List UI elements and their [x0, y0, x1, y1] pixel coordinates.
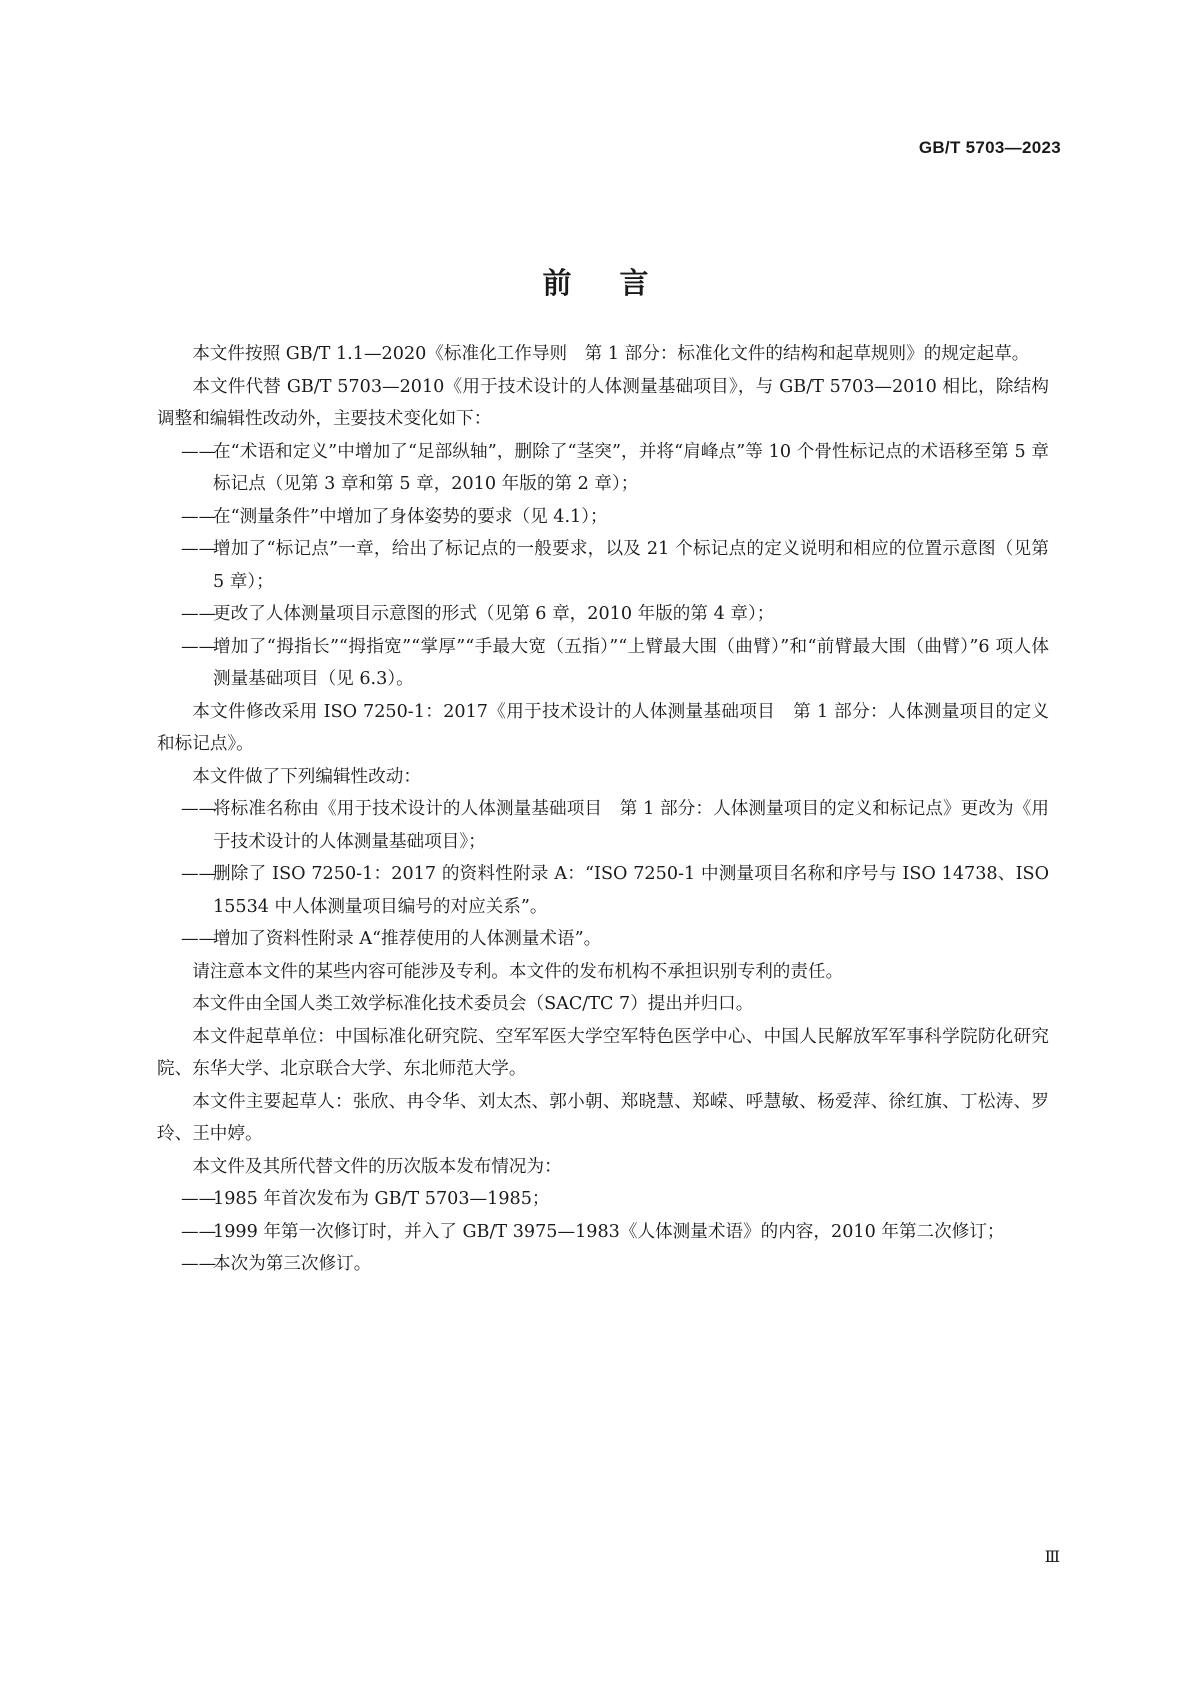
dash-marker: ——: [181, 1189, 217, 1209]
list-item-text: 本次为第三次修订。: [213, 1254, 372, 1274]
list-item-text: 更改了人体测量项目示意图的形式（见第 6 章，2010 年版的第 4 章）；: [213, 604, 775, 624]
dash-marker: ——: [181, 1254, 217, 1274]
list-item: [157, 1248, 1049, 1281]
dash-marker: ——: [181, 1221, 217, 1242]
dash-marker: ——: [181, 864, 217, 884]
list-item: [157, 501, 1049, 534]
list-item: [157, 631, 1049, 696]
list-item-text: 增加了“标记点”一章，给出了标记点的一般要求，以及 21 个标记点的定义说明和相应的位置示意图（见第 5 章）；: [213, 539, 1049, 592]
paragraph: 请注意本文件的某些内容可能涉及专利。本文件的发布机构不承担识别专利的责任。: [192, 961, 844, 982]
paragraph: 本文件做了下列编辑性改动：: [192, 766, 421, 787]
list-item-text: 删除了 ISO 7250-1：2017 的资料性附录 A：“ISO 7250-1 中测量项目名称和序号与 ISO 14738、ISO 15534 中人体测量项目编号的对应关系”。: [213, 864, 1049, 917]
dash-marker: ——: [181, 604, 217, 624]
paragraph: 本文件代替 GB/T 5703—2010《用于技术设计的人体测量基础项目》，与 GB/T 5703—2010 相比，除结构调整和编辑性改动外，主要技术变化如下：: [157, 376, 1049, 429]
dash-marker: ——: [181, 929, 217, 949]
list-item: [157, 793, 1049, 858]
list-item: [157, 923, 1049, 956]
list-item: [157, 1183, 1049, 1216]
page-number: Ⅲ: [1044, 1547, 1060, 1566]
paragraph: 本文件由全国人类工效学标准化技术委员会（SAC/TC 7）提出并归口。: [192, 994, 754, 1014]
dash-marker: ——: [181, 441, 217, 462]
list-item-text: 将标准名称由《用于技术设计的人体测量基础项目 第 1 部分：人体测量项目的定义和标记点》更改为《用于技术设计的人体测量基础项目》；: [213, 799, 1049, 852]
paragraph: 本文件及其所代替文件的历次版本发布情况为：: [192, 1156, 562, 1177]
standard-number: GB/T 5703—2023: [918, 138, 1061, 157]
paragraph: 本文件按照 GB/T 1.1—2020《标准化工作导则 第 1 部分：标准化文件的结构和起草规则》的规定起草。: [192, 344, 1030, 364]
list-item: [157, 1216, 1049, 1249]
list-item-text: 1985 年首次发布为 GB/T 5703—1985；: [213, 1189, 550, 1209]
list-item-text: 在“术语和定义”中增加了“足部纵轴”，删除了“茎突”，并将“肩峰点”等 10 个骨性标记点的术语移至第 5 章标记点（见第 3 章和第 5 章，2010 年版的第 2 章）；: [213, 441, 1049, 494]
list-item-text: 在“测量条件”中增加了身体姿势的要求（见 4.1）；: [213, 506, 608, 527]
list-item-text: 增加了“拇指长”“拇指宽”“掌厚”“手最大宽（五指）”“上臂最大围（曲臂）”和“前臂最大围（曲臂）”6 项人体测量基础项目（见 6.3）。: [213, 636, 1049, 689]
paragraph: 本文件主要起草人：张欣、冉令华、刘太杰、郭小朝、郑晓慧、郑嵘、呼慧敏、杨爱萍、徐红旗、丁松涛、罗玲、王中婷。: [157, 1091, 1049, 1144]
paragraph: 本文件起草单位：中国标准化研究院、空军军医大学空军特色医学中心、中国人民解放军军事科学院防化研究院、东华大学、北京联合大学、东北师范大学。: [157, 1026, 1049, 1079]
dash-marker: ——: [181, 799, 217, 819]
dash-marker: ——: [181, 506, 217, 527]
list-item-text: 增加了资料性附录 A“推荐使用的人体测量术语”。: [213, 929, 602, 949]
list-item: [157, 533, 1049, 598]
page-title: 前言: [542, 266, 697, 301]
list-item-text: 1999 年第一次修订时，并入了 GB/T 3975—1983《人体测量术语》的内容，2010 年第二次修订；: [213, 1221, 1005, 1242]
list-item: [157, 858, 1049, 923]
foreword-body: [157, 338, 1049, 1281]
list-item: [157, 598, 1049, 631]
list-item: [157, 436, 1049, 501]
dash-marker: ——: [181, 636, 217, 657]
paragraph: 本文件修改采用 ISO 7250-1：2017《用于技术设计的人体测量基础项目 第 1 部分：人体测量项目的定义和标记点》。: [157, 701, 1049, 754]
dash-marker: ——: [181, 539, 217, 559]
